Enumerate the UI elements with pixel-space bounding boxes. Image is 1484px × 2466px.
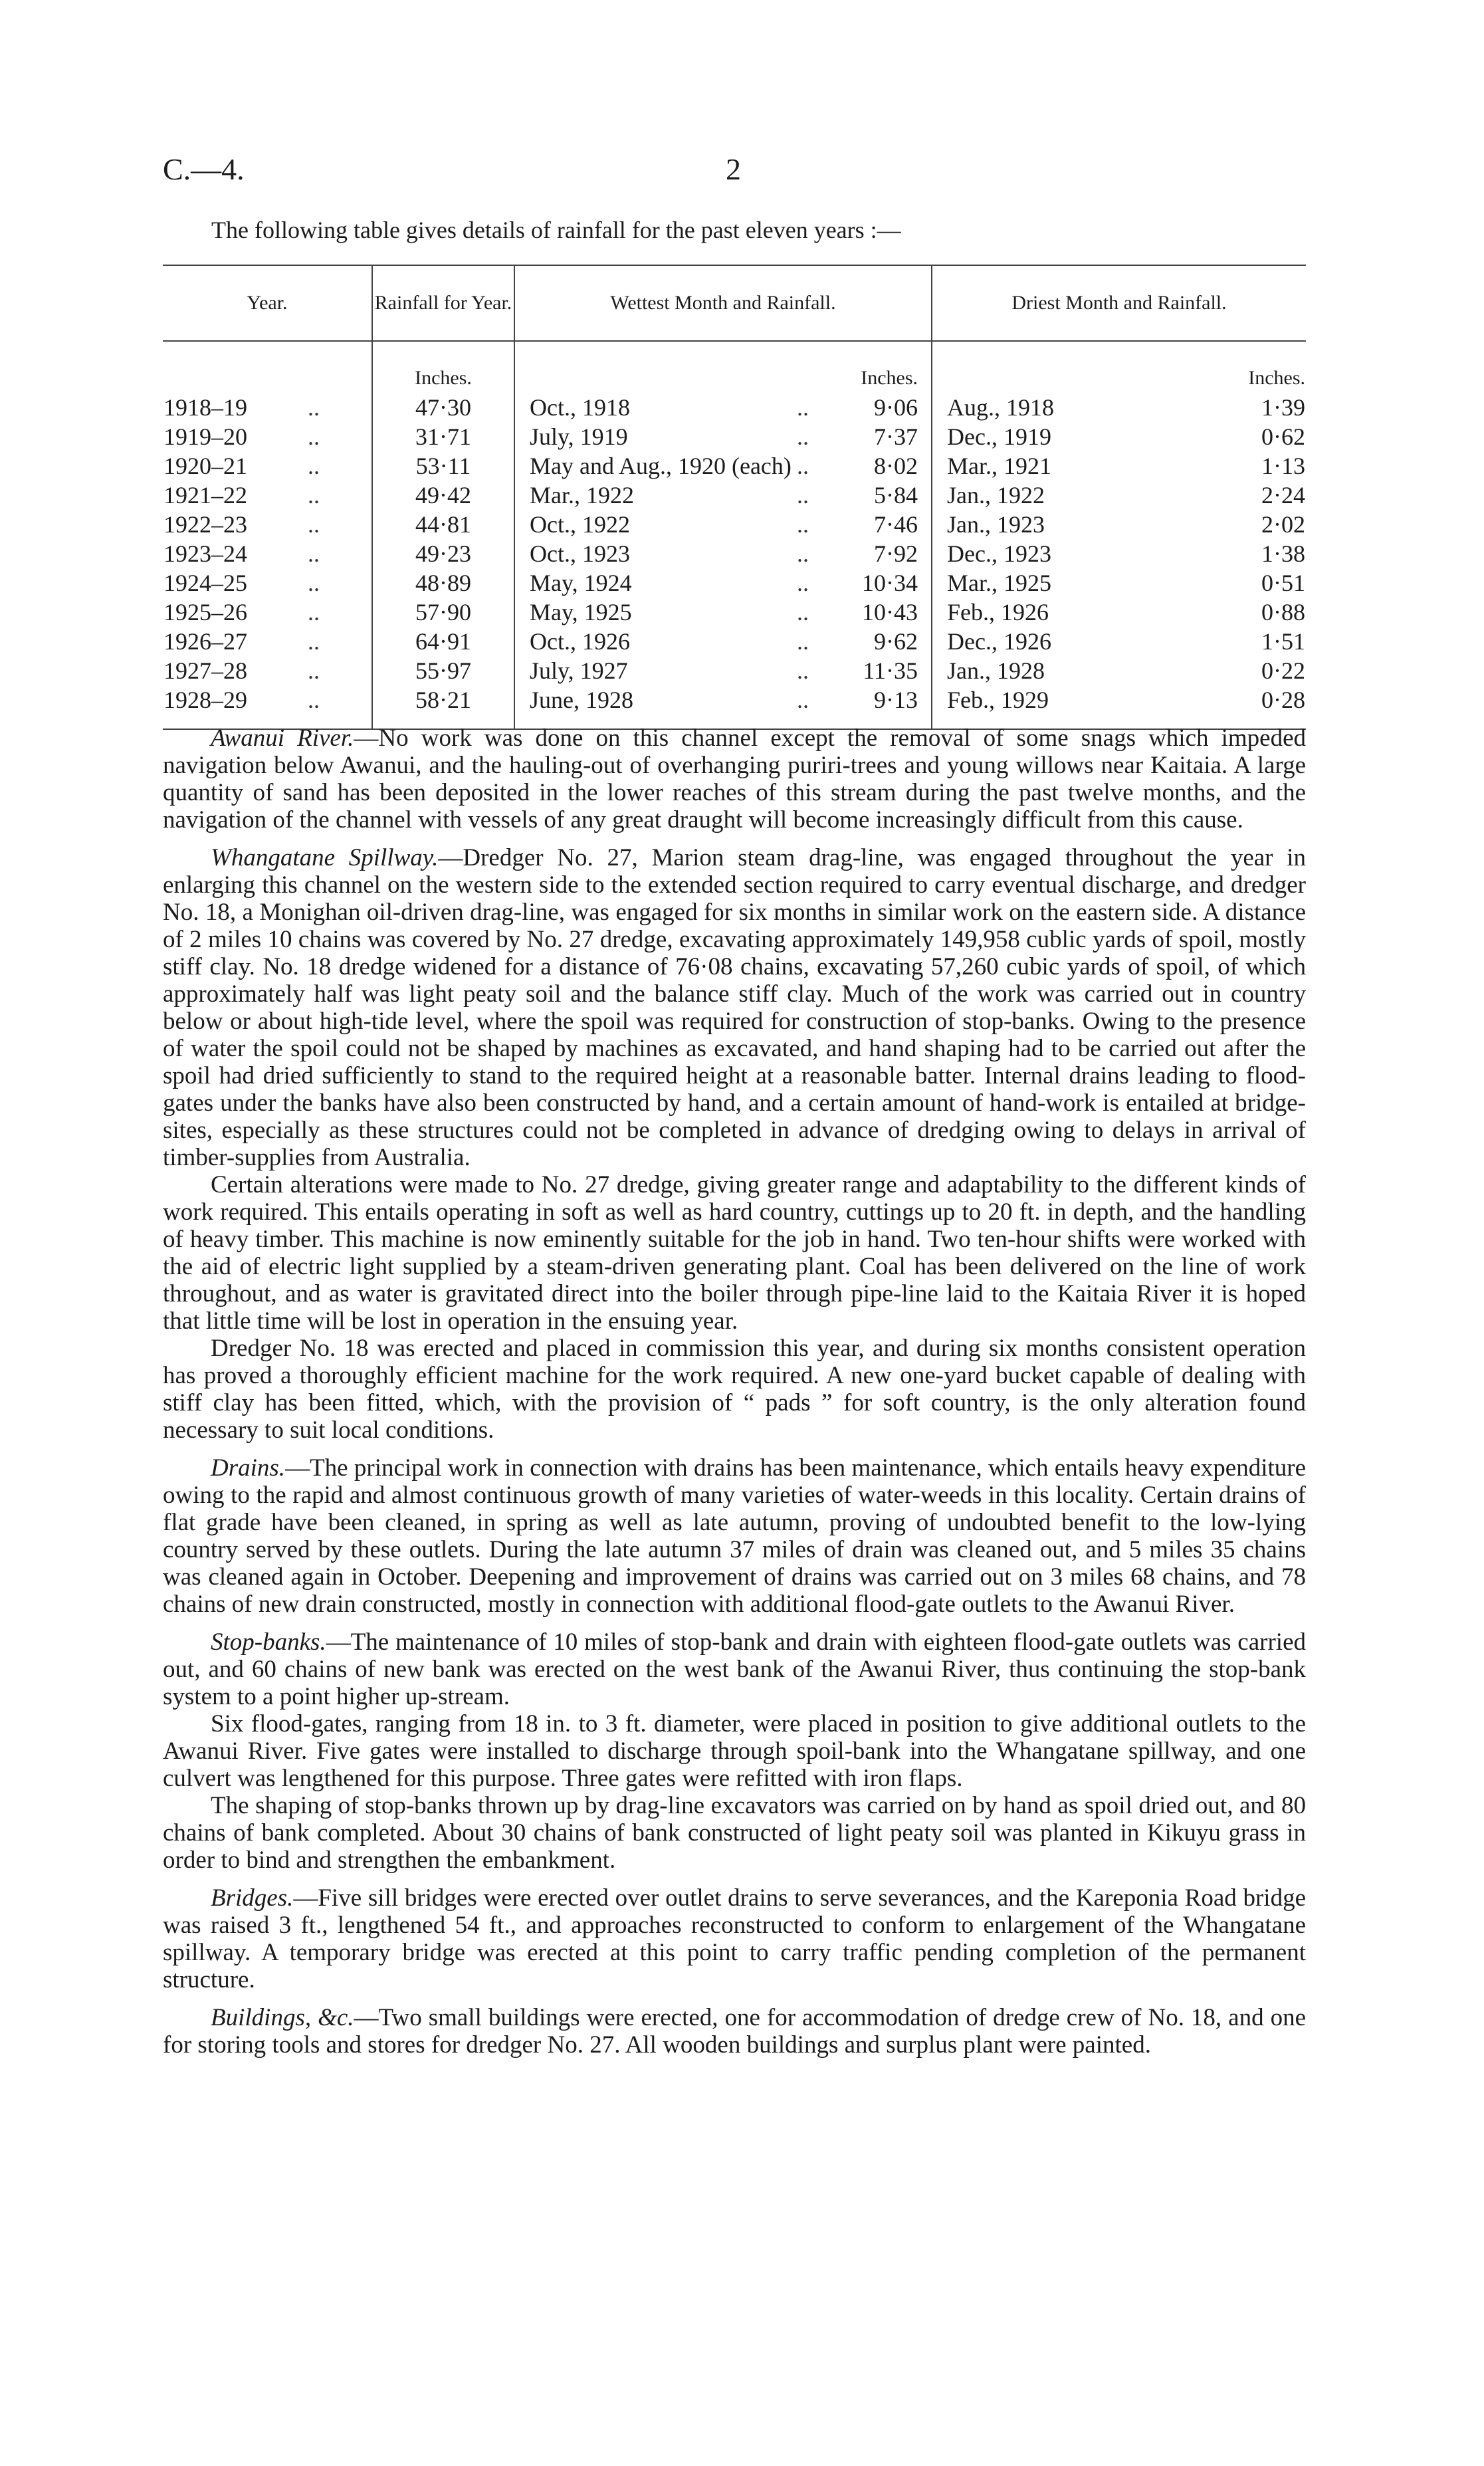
cell-driest-month: Mar., 1925 (932, 568, 1147, 598)
header-year: Year. (163, 265, 372, 341)
cell-year: 1928–29 (163, 685, 307, 729)
table-intro: The following table gives details of rainfall for the past eleven years :— (211, 217, 901, 243)
unit-label: Inches. (861, 367, 918, 389)
leader-dots: .. (797, 599, 809, 625)
paragraph-text: —Two small buildings were erected, one for accommodation of dredge crew of No. 18, and one for storing tools and stores for dredger No. 27. All wooden buildings and surplus plant were painted. (163, 2004, 1306, 2059)
table-row (163, 451, 1306, 481)
paragraph (163, 2004, 1306, 2059)
cell-wettest-month: Mar., 1922 (514, 481, 796, 510)
cell-rainfall: 47·30 (372, 393, 514, 422)
cell-driest-month: Dec., 1923 (932, 539, 1147, 568)
unit-label: Inches. (1248, 367, 1305, 389)
cell-wettest-month: May and Aug., 1920 (each) (514, 451, 796, 481)
table-row (163, 393, 1306, 422)
header-rainfall: Rainfall for Year. (372, 265, 514, 341)
cell-wettest-value: 7·46 (874, 511, 918, 538)
cell-driest-month: Feb., 1929 (932, 685, 1147, 729)
paragraph (163, 1884, 1306, 1993)
cell-wettest-month: Oct., 1918 (514, 393, 796, 422)
paragraph-text: —Dredger No. 27, Marion steam drag-line, was engaged throughout the year in enlarging this channel on the western side to the extended section required to carry eventual discharge, and dredger No. 18, a Monighan oil-driven drag-line, was engaged for six months in similar work on the eastern side. A distance of 2 miles 10 chains was covered by No. 27 dredge, excavating approximately 149,958 cublic yards of spoil, mostly stiff clay. No. 18 dredge widened for a distance of 76·08 chains, excavating 57,260 cubic yards of spoil, of which approximately half was light peaty soil and the balance stiff clay. Much of the work was carried out in country below or about high-tide level, where the spoil was required for construction of stop-banks. Owing to the presence of water the spoil could not be shaped by machines as excavated, and hand shaping had to be carried out after the spoil had dried sufficiently to stand to the required height at a reasonable batter. Internal drains leading to flood-gates under the banks have also been constructed by hand, and a certain amount of hand-work is entailed at bridge-sites, especially as these structures could not be completed in advance of dredging owing to delays in arrival of timber-supplies from Australia. (163, 844, 1306, 1171)
cell-year: 1918–19 (163, 394, 247, 421)
cell-driest-value: 0·88 (1261, 599, 1305, 625)
cell-rainfall: 53·11 (372, 451, 514, 481)
cell-year: 1923–24 (163, 540, 247, 567)
cell-driest-value: 2·02 (1261, 511, 1305, 538)
cell-year: 1920–21 (163, 453, 247, 479)
paragraph (163, 844, 1306, 1171)
leader-dots: .. (797, 657, 809, 684)
paragraph (163, 1171, 1306, 1335)
paragraph-text: —Five sill bridges were erected over outlet drains to serve severances, and the Kareponia Road bridge was raised 3 ft., lengthened 54 ft., and approaches reconstructed to conform to enlargement of the Whangatane spillway. A temporary bridge was erected at this point to carry traffic pending completion of the permanent structure. (163, 1884, 1306, 1993)
paragraph-text: —No work was done on this channel except the removal of some snags which impeded navigation below Awanui, and the hauling-out of overhanging puriri-trees and young willows near Kaitaia. A large quantity of sand has been deposited in the lower reaches of this stream during the past twelve months, and the navigation of the channel with vessels of any great draught will become increasingly difficult from this cause. (163, 725, 1306, 834)
cell-wettest-month: Oct., 1923 (514, 539, 796, 568)
leader-dots: .. (797, 570, 809, 596)
leader-dots: .. (308, 540, 320, 567)
body-text (163, 725, 1306, 2059)
leader-dots: .. (308, 453, 320, 479)
leader-dots: .. (308, 482, 320, 508)
leader-dots: .. (308, 628, 320, 655)
rainfall-table (163, 265, 1306, 730)
cell-wettest-month: June, 1928 (514, 685, 796, 729)
table-row (163, 685, 1306, 729)
cell-driest-month: Aug., 1918 (932, 393, 1147, 422)
leader-dots: .. (307, 685, 372, 729)
units-row (163, 341, 1306, 393)
cell-rainfall: 48·89 (372, 568, 514, 598)
leader-dots: .. (797, 453, 809, 479)
cell-driest-value: 2·24 (1261, 482, 1305, 508)
cell-rainfall: 31·71 (372, 422, 514, 451)
cell-year: 1919–20 (163, 423, 247, 450)
leader-dots: .. (797, 482, 809, 508)
cell-driest-value: 0·62 (1261, 423, 1305, 450)
leader-dots: .. (797, 540, 809, 567)
cell-wettest-value: 9·62 (874, 628, 918, 655)
leader-dots: .. (308, 599, 320, 625)
paragraph (163, 1710, 1306, 1792)
section-heading: Awanui River. (211, 725, 354, 752)
cell-driest-month: Jan., 1923 (932, 510, 1147, 539)
cell-driest-month: Jan., 1928 (932, 656, 1147, 685)
leader-dots: .. (308, 511, 320, 538)
cell-year: 1924–25 (163, 570, 247, 596)
leader-dots: .. (797, 423, 809, 450)
cell-wettest-value: 9·06 (874, 394, 918, 421)
cell-driest-month: Dec., 1919 (932, 422, 1147, 451)
section-heading: Stop-banks. (211, 1628, 326, 1656)
cell-driest-value: 0·51 (1261, 570, 1305, 596)
cell-rainfall: 49·23 (372, 539, 514, 568)
leader-dots: .. (797, 394, 809, 421)
section-heading: Drains. (211, 1454, 286, 1482)
cell-driest-month: Feb., 1926 (932, 598, 1147, 627)
leader-dots: .. (308, 423, 320, 450)
cell-rainfall: 64·91 (372, 627, 514, 656)
cell-wettest-value: 7·92 (874, 540, 918, 567)
cell-rainfall: 55·97 (372, 656, 514, 685)
cell-wettest-month: May, 1924 (514, 568, 796, 598)
cell-driest-value: 1·13 (1261, 453, 1305, 479)
leader-dots: .. (796, 685, 851, 729)
table-row (163, 539, 1306, 568)
cell-wettest-month: Oct., 1926 (514, 627, 796, 656)
cell-wettest-month: July, 1919 (514, 422, 796, 451)
document-reference: C.—4. (163, 152, 245, 186)
paragraph-text: Certain alterations were made to No. 27 dredge, giving greater range and adaptability to the different kinds of work required. This entails operating in soft as well as hard country, cuttings up to 20 ft. in depth, and the handling of heavy timber. This machine is now eminently suitable for the job in hand. Two ten-hour shifts were worked with the aid of electric light supplied by a steam-driven generating plant. Coal has been delivered on the line of work throughout, and as water is gravitated direct into the boiler through pipe-line laid to the Kaitaia River it is hoped that little time will be lost in operation in the ensuing year. (163, 1171, 1306, 1335)
cell-wettest-month: May, 1925 (514, 598, 796, 627)
unit-label: Inches. (372, 341, 514, 393)
cell-driest-value: 0·22 (1261, 657, 1305, 684)
cell-driest-value: 1·39 (1261, 394, 1305, 421)
table-row (163, 422, 1306, 451)
cell-wettest-value: 7·37 (874, 423, 918, 450)
cell-driest-value: 0·28 (1147, 685, 1306, 729)
cell-driest-value: 1·38 (1261, 540, 1305, 567)
cell-wettest-month: July, 1927 (514, 656, 796, 685)
cell-driest-month: Dec., 1926 (932, 627, 1147, 656)
paragraph (163, 1628, 1306, 1710)
paragraph-text: Six flood-gates, ranging from 18 in. to 3 ft. diameter, were placed in position to give additional outlets to the Awanui River. Five gates were installed to discharge through spoil-bank into the Whangatane spillway, and one culvert was lengthened for this purpose. Three gates were refitted with iron flaps. (163, 1710, 1306, 1792)
leader-dots: .. (308, 570, 320, 596)
paragraph (163, 1335, 1306, 1444)
paragraph-text: The shaping of stop-banks thrown up by drag-line excavators was carried on by hand as spoil dried out, and 80 chains of bank completed. About 30 chains of bank constructed of light peaty soil was planted in Kikuyu grass in order to bind and strengthen the embankment. (163, 1792, 1306, 1874)
paragraph-text: Dredger No. 18 was erected and placed in commission this year, and during six months consistent operation has proved a thoroughly efficient machine for the work required. A new one-yard bucket capable of dealing with stiff clay has been fitted, which, with the provision of “ pads ” for soft country, is the only alteration found necessary to suit local conditions. (163, 1335, 1306, 1444)
cell-driest-month: Mar., 1921 (932, 451, 1147, 481)
header-driest: Driest Month and Rainfall. (932, 265, 1306, 341)
cell-rainfall: 49·42 (372, 481, 514, 510)
page-number: 2 (726, 152, 741, 186)
table-row (163, 627, 1306, 656)
paragraph-text: —The principal work in connection with drains has been maintenance, which entails heavy expenditure owing to the rapid and almost continuous growth of many varieties of water-weeds in this locality. Certain drains of flat grade have been cleaned, in spring as well as late autumn, proving of undoubted benefit to the low-lying country served by these outlets. During the late autumn 37 miles of drain was cleaned out, and 5 miles 35 chains was cleaned again in October. Deepening and improvement of drains was carried out on 3 miles 68 chains, and 78 chains of new drain constructed, mostly in connection with additional flood-gate outlets to the Awanui River. (163, 1454, 1306, 1618)
cell-year: 1927–28 (163, 657, 247, 684)
leader-dots: .. (797, 628, 809, 655)
leader-dots: .. (308, 657, 320, 684)
section-heading: Buildings, &c. (211, 2004, 354, 2031)
cell-wettest-value: 5·84 (874, 482, 918, 508)
cell-wettest-value: 9·13 (851, 685, 932, 729)
cell-driest-month: Jan., 1922 (932, 481, 1147, 510)
table-row (163, 481, 1306, 510)
cell-year: 1922–23 (163, 511, 247, 538)
cell-rainfall: 44·81 (372, 510, 514, 539)
cell-driest-value: 1·51 (1261, 628, 1305, 655)
cell-rainfall: 58·21 (372, 685, 514, 729)
cell-rainfall: 57·90 (372, 598, 514, 627)
cell-year: 1921–22 (163, 482, 247, 508)
paragraph (163, 1454, 1306, 1618)
header-wettest: Wettest Month and Rainfall. (514, 265, 932, 341)
section-heading: Whangatane Spillway. (211, 844, 439, 871)
table-header-row (163, 265, 1306, 341)
table-row (163, 510, 1306, 539)
cell-wettest-value: 8·02 (874, 453, 918, 479)
table-row (163, 598, 1306, 627)
cell-wettest-value: 10·43 (862, 599, 918, 625)
section-heading: Bridges. (211, 1884, 294, 1912)
table-row (163, 568, 1306, 598)
cell-wettest-month: Oct., 1922 (514, 510, 796, 539)
paragraph (163, 725, 1306, 834)
table-row (163, 656, 1306, 685)
leader-dots: .. (308, 394, 320, 421)
cell-year: 1925–26 (163, 599, 247, 625)
cell-wettest-value: 11·35 (863, 657, 918, 684)
cell-wettest-value: 10·34 (862, 570, 918, 596)
table-body (163, 341, 1306, 729)
leader-dots: .. (797, 511, 809, 538)
cell-year: 1926–27 (163, 628, 247, 655)
paragraph-text: —The maintenance of 10 miles of stop-bank and drain with eighteen flood-gate outlets was carried out, and 60 chains of new bank was erected on the west bank of the Awanui River, thus continuing the stop-bank system to a point higher up-stream. (163, 1628, 1306, 1710)
paragraph (163, 1792, 1306, 1874)
